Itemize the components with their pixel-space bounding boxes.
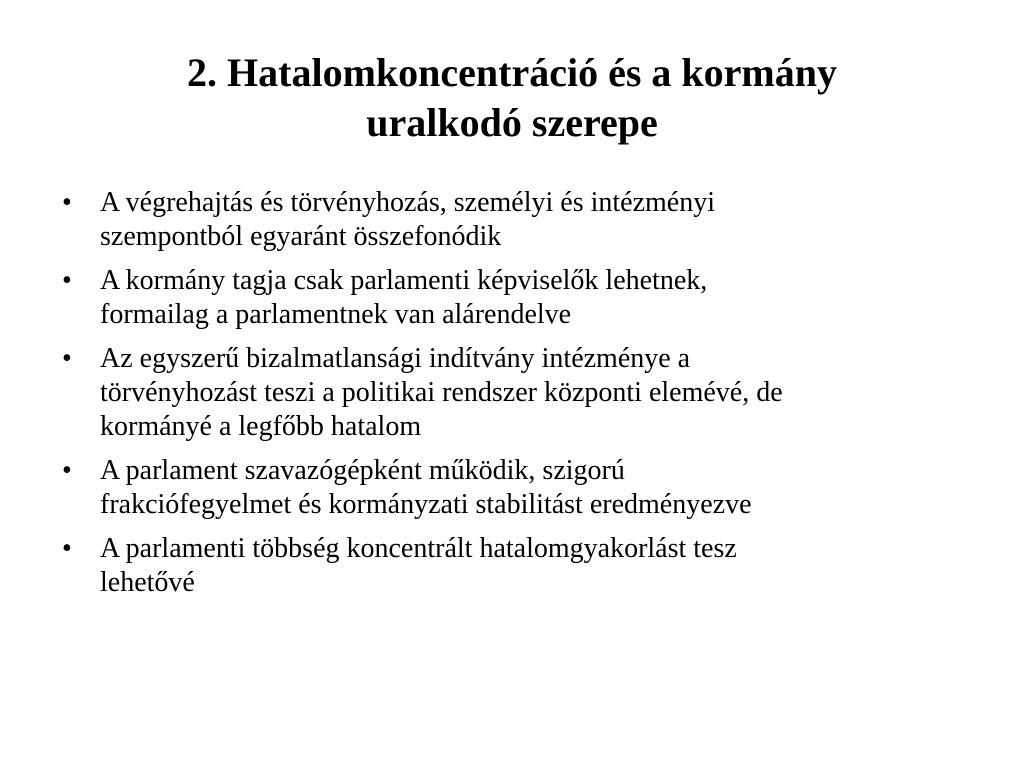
bullet-line: A parlament szavazógépként működik, szigorú — [100, 455, 625, 486]
bullet-item-2 — [62, 264, 962, 332]
bullet-item-5 — [62, 532, 962, 600]
bullet-line: frakciófegyelmet és kormányzati stabilitást eredményezve — [100, 489, 752, 520]
bullet-text — [100, 454, 962, 522]
bullet-text — [100, 186, 962, 254]
slide-title — [80, 48, 944, 148]
bullet-item-4 — [62, 454, 962, 522]
bullet-text — [100, 532, 962, 600]
bullet-line: A végrehajtás és törvényhozás, személyi és intézményi — [100, 187, 716, 218]
bullet-marker: • — [62, 265, 72, 296]
bullet-marker: • — [62, 343, 72, 374]
bullet-list — [62, 186, 962, 610]
bullet-item-3 — [62, 342, 962, 444]
bullet-line: formailag a parlamentnek van alárendelve — [100, 299, 572, 330]
bullet-line: lehetővé — [100, 567, 195, 598]
bullet-text — [100, 264, 962, 332]
bullet-line: kormányé a legfőbb hatalom — [100, 411, 422, 442]
bullet-line: A parlamenti többség koncentrált hatalomgyakorlást tesz — [100, 533, 737, 564]
bullet-line: szempontból egyaránt összefonódik — [100, 221, 502, 252]
bullet-marker: • — [62, 455, 72, 486]
bullet-text — [100, 342, 962, 444]
slide-title-line-1: 2. Hatalomkoncentráció és a kormány — [187, 50, 837, 95]
bullet-marker: • — [62, 533, 72, 564]
bullet-marker: • — [62, 187, 72, 218]
bullet-line: A kormány tagja csak parlamenti képviselők lehetnek, — [100, 265, 708, 296]
bullet-line: törvényhozást teszi a politikai rendszer központi elemévé, de — [100, 377, 783, 408]
slide-title-line-2: uralkodó szerepe — [366, 100, 658, 145]
bullet-line: Az egyszerű bizalmatlansági indítvány intézménye a — [100, 343, 691, 374]
bullet-item-1 — [62, 186, 962, 254]
